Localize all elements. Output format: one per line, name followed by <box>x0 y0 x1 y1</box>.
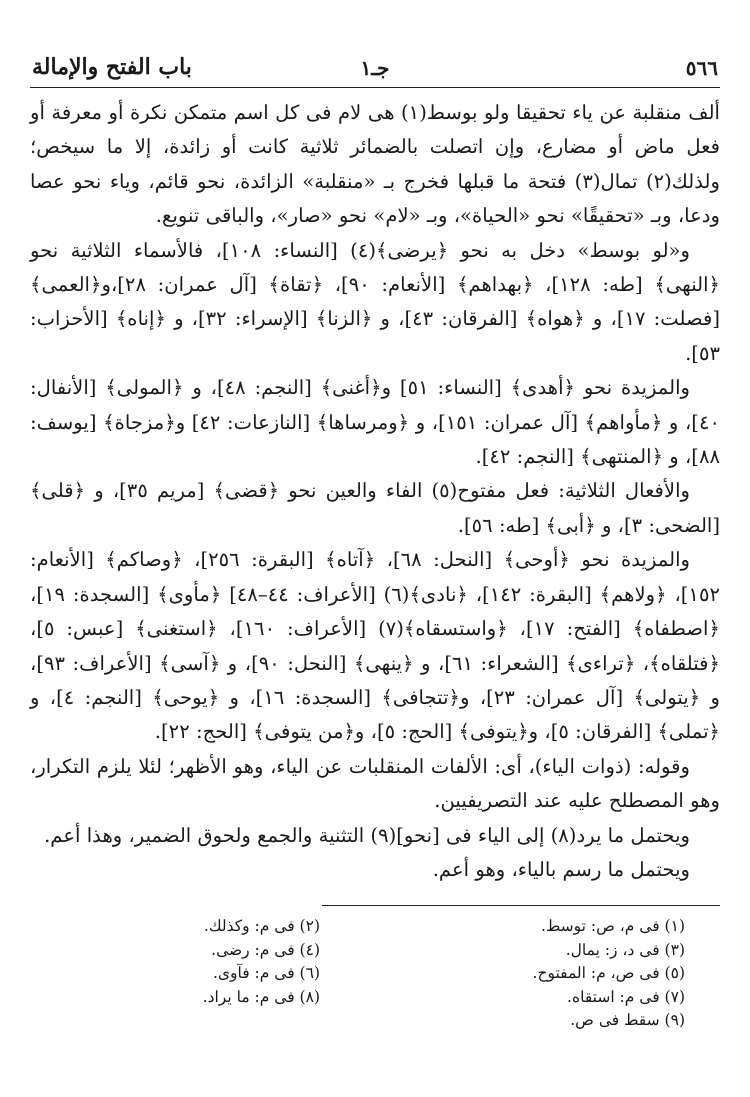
footnote: (٩) سقط فى ص. <box>570 1011 685 1029</box>
page-header <box>32 52 718 88</box>
chapter-title: باب الفتح والإمالة <box>32 54 192 80</box>
paragraph: ويحتمل ما رسم بالياء، وهو أعم. <box>432 857 690 881</box>
paragraph: والمزيدة نحو ﴿أهدى﴾ [النساء: ٥١] و﴿أغنى﴾ [النجم: ٤٨]، و ﴿المولى﴾ [الأنفال: ٤٠]، و ﴿مأواهم﴾ [آل عمران: ١٥١]، و ﴿ومرساها﴾ [النازعات: ٤٢] و﴿مزجاة﴾ [يوسف: ٨٨]، و ﴿المنتهى﴾ [النجم: ٤٢]. <box>30 376 721 469</box>
footnote-rule <box>322 905 720 906</box>
paragraph: ويحتمل ما يرد(٨) إلى الياء فى [نحو](٩) التثنية والجمع ولحوق الضمير، وهذا أعم. <box>44 823 690 847</box>
footnote: (٥) فى ص، م: المفتوح. <box>532 964 685 982</box>
paragraph: و«لو بوسط» دخل به نحو ﴿يرضى﴾(٤) [النساء: ١٠٨]، فالأسماء الثلاثية نحو ﴿النهى﴾ [طه: ١٢٨]، ﴿بهداهم﴾ [الأنعام: ٩٠]، ﴿تقاة﴾ [آل عمران: ٢٨]،و﴿العمى﴾ [فصلت: ١٧]، و ﴿هواه﴾ [الفرقان: ٤٣]، و ﴿الزنا﴾ [الإسراء: ٣٢]، و ﴿إناه﴾ [الأحزاب: ٥٣]. <box>30 238 721 365</box>
footnote: (٤) فى م: رضى. <box>211 940 320 959</box>
footnote: (١) فى م، ص: توسط. <box>541 917 685 935</box>
footnotes-left-column <box>60 915 320 1009</box>
footnote: (٧) فى م: استقاه. <box>567 987 685 1006</box>
footnote: (٦) فى م: فآوى. <box>212 964 320 982</box>
main-text <box>30 96 720 887</box>
page-number: ٥٦٦ <box>685 56 718 80</box>
footnotes-right-column <box>385 915 685 1033</box>
footnote: (٨) فى م: ما يراد. <box>202 987 320 1006</box>
paragraph: والمزيدة نحو ﴿أوحى﴾ [النحل: ٦٨]، ﴿آتاه﴾ [البقرة: ٢٥٦]، ﴿وصاكم﴾ [الأنعام: ١٥٢]، ﴿ولاهم﴾ [البقرة: ١٤٢]، ﴿نادى﴾(٦) [الأعراف: ٤٤–٤٨] ﴿مأوى﴾ [السجدة: ١٩]، ﴿اصطفاه﴾ [الفتح: ١٧]، ﴿واستسقاه﴾(٧) [الأعراف: ١٦٠]، ﴿استغنى﴾ [عبس: ٥]، ﴿فتلقاه﴾، ﴿تراءى﴾ [الشعراء: ٦١]، و ﴿ينهى﴾ [النحل: ٩٠]، و ﴿آسى﴾ [الأعراف: ٩٣]، و ﴿يتولى﴾ [آل عمران: ٢٣]، و﴿تتجافى﴾ [السجدة: ١٦]، و ﴿يوحى﴾ [النجم: ٤]، و ﴿تملى﴾ [الفرقان: ٥]، و﴿يتوفى﴾ [الحج: ٥]، و﴿من يتوفى﴾ [الحج: ٢٢]. <box>30 548 720 744</box>
paragraph: ألف منقلبة عن ياء تحقيقا ولو بوسط(١) هى لام فى كل اسم متمكن نكرة أو معرفة أو فعل ماض أو مضارع، وإن اتصلت بالضمائر ثلاثية كانت أو زائدة، إلا ما سيخص؛ ولذلك(٢) تمال(٣) فتحة ما قبلها فخرج بـ «منقلبة» الزائدة، نحو قائم، وياء نحو عصا ودعا، وبـ «تحقيقًا» نحو «الحياة»، وبـ «لام» نحو «صار»، والباقى تنويع. <box>30 101 720 228</box>
footnote: (٣) فى د، ز: يمال. <box>565 940 685 959</box>
paragraph: وقوله: (ذوات الياء)، أى: الألفات المنقلبات عن الياء، وهو الأظهر؛ لئلا يلزم التكرار، وهو المصطلح عليه عند التصريفيين. <box>30 754 720 813</box>
footnote: (٢) فى م: وكذلك. <box>203 917 320 935</box>
volume-label: جـ١ <box>360 56 390 80</box>
paragraph: والأفعال الثلاثية: فعل مفتوح(٥) الفاء والعين نحو ﴿قضى﴾ [مريم ٣٥]، و ﴿قلى﴾ [الضحى: ٣]، و ﴿أبى﴾ [طه: ٥٦]. <box>30 479 720 537</box>
header-rule <box>30 87 720 88</box>
